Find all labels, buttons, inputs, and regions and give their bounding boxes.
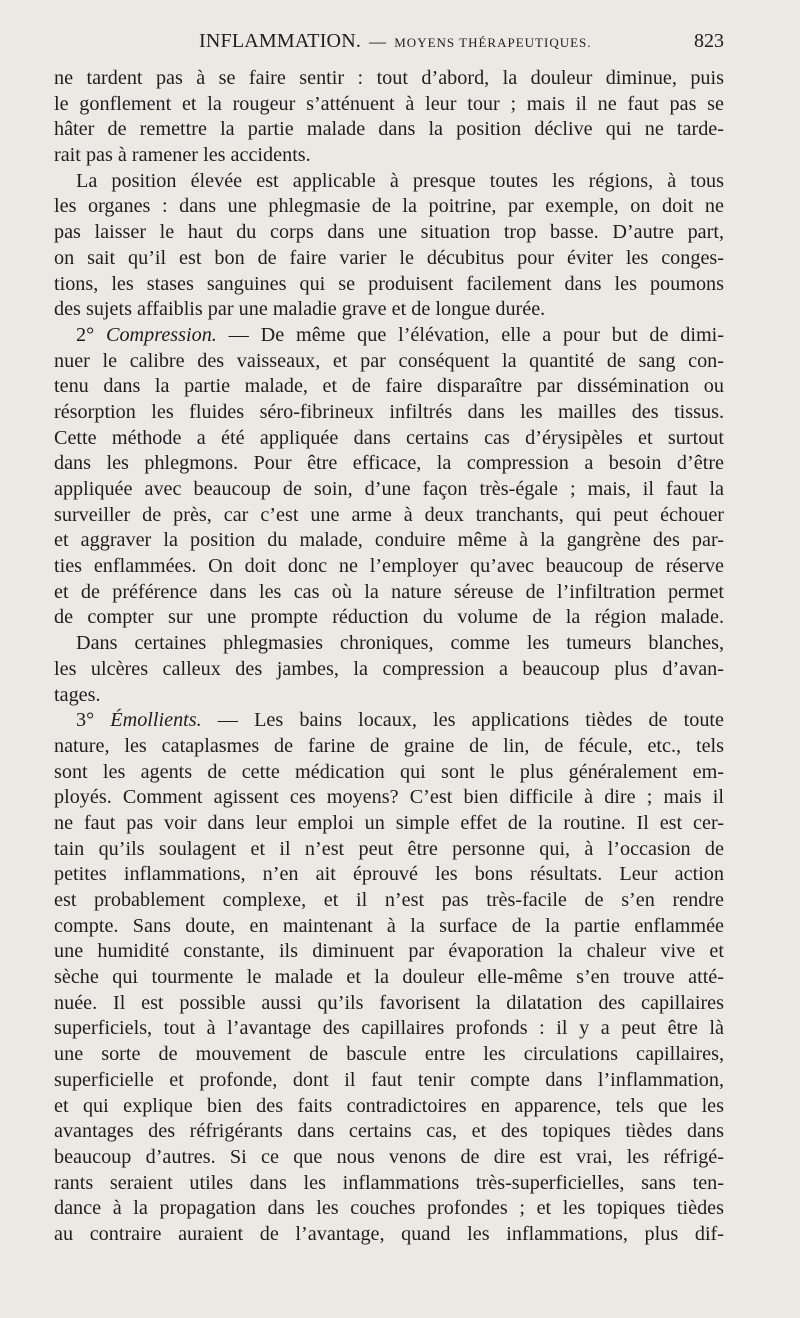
text-line: tages. <box>54 683 101 706</box>
text-line: beaucoup d’autres. Si ce que nous venons de dire est vrai, les réfrigé- <box>54 1145 724 1168</box>
text-line: ties enflammées. On doit donc ne l’employer qu’avec beaucoup de réserve <box>54 555 724 578</box>
running-title <box>199 30 592 53</box>
text-line: dans les phlegmons. Pour être efficace, la compression a besoin d’être <box>54 452 724 475</box>
text-line: et de préférence dans les cas où la nature séreuse de l’infiltration permet <box>54 580 724 603</box>
text-line: tions, les stases sanguines qui se produisent facilement dans les poumons <box>54 272 724 295</box>
text-line: petites inflammations, n’en ait éprouvé les bons résultats. Leur action <box>54 863 724 886</box>
text-line: tain qu’ils soulagent et il n’est peut être personne qui, à l’occasion de <box>54 837 724 860</box>
text-line-emollients-heading <box>54 708 724 734</box>
text-line: dance à la propagation dans les couches profondes ; et les topiques tièdes <box>54 1197 724 1220</box>
text-line: le gonflement et la rougeur s’atténuent à leur tour ; mais il ne faut pas se <box>54 92 724 115</box>
text-line: pas laisser le haut du corps dans une situation trop basse. D’autre part, <box>54 221 724 244</box>
text-line: appliquée avec beaucoup de soin, d’une façon très-égale ; mais, il faut la <box>54 478 724 500</box>
running-title-subtitle: MOYENS THÉRAPEUTIQUES. <box>394 35 592 50</box>
section-number: 3° <box>76 709 111 732</box>
text-line: ne tardent pas à se faire sentir : tout d’abord, la douleur diminue, puis <box>54 67 724 89</box>
text-line: une sorte de mouvement de bascule entre les circulations capillaires, <box>54 1043 724 1066</box>
body-text <box>54 66 724 1248</box>
running-title-main: INFLAMMATION. <box>199 30 362 52</box>
line-rest: — Les bains locaux, les applications tièdes de toute <box>201 709 724 732</box>
text-line: résorption les fluides séro-fibrineux infiltrés dans les mailles des tissus. <box>54 400 724 423</box>
text-line: rait pas à ramener les accidents. <box>54 144 311 167</box>
text-line: tenu dans la partie malade, et de faire disparaître par dissémination ou <box>54 375 724 398</box>
section-title-emollients: Émollients. <box>110 709 202 732</box>
text-line: Cette méthode a été appliquée dans certains cas d’érysipèles et surtout <box>54 426 724 449</box>
text-line: est probablement complexe, et il n’est pas très-facile de s’en rendre <box>54 889 724 911</box>
text-line: avantages des réfrigérants dans certains cas, et des topiques tièdes dans <box>54 1120 724 1143</box>
running-title-separator: — <box>369 32 387 51</box>
text-line: des sujets affaiblis par une maladie grave et de longue durée. <box>54 298 546 321</box>
text-line: les organes : dans une phlegmasie de la poitrine, par exemple, on doit ne <box>54 195 724 218</box>
section-title-compression: Compression. <box>105 323 217 346</box>
text-line: La position élevée est applicable à presque toutes les régions, à tous <box>76 169 724 192</box>
line-rest: — De même que l’élévation, elle a pour but de dimi- <box>216 323 724 346</box>
text-line: ne faut pas voir dans leur emploi un simple effet de la routine. Il est cer- <box>54 811 724 834</box>
text-line: au contraire auraient de l’avantage, quand les inflammations, plus dif- <box>54 1222 724 1245</box>
text-line: surveiller de près, car c’est une arme à deux tranchants, qui peut échouer <box>54 503 724 526</box>
text-line: sèche qui tourmente le malade et la douleur elle-même s’en trouve atté- <box>54 966 724 989</box>
text-line: nuée. Il est possible aussi qu’ils favorisent la dilatation des capillaires <box>54 991 724 1014</box>
text-line: rants seraient utiles dans les inflammations très-superficielles, sans ten- <box>54 1171 724 1194</box>
text-line: et qui explique bien des faits contradictoires en apparence, tels que les <box>54 1094 724 1117</box>
section-number: 2° <box>76 323 106 346</box>
text-line: on sait qu’il est bon de faire varier le décubitus pour éviter les conges- <box>54 246 724 269</box>
text-line: Dans certaines phlegmasies chroniques, comme les tumeurs blanches, <box>76 632 724 655</box>
page-number: 823 <box>694 30 724 52</box>
text-line: les ulcères calleux des jambes, la compression a beaucoup plus d’avan- <box>54 657 724 680</box>
text-line: et aggraver la position du malade, conduire même à la gangrène des par- <box>54 529 724 552</box>
text-line: superficiels, tout à l’avantage des capillaires profonds : il y a peut être là <box>54 1017 724 1040</box>
text-line: nature, les cataplasmes de farine de graine de lin, de fécule, etc., tels <box>54 734 724 757</box>
page-header <box>54 30 724 58</box>
text-line: nuer le calibre des vaisseaux, et par conséquent la quantité de sang con- <box>54 349 724 372</box>
text-line: une humidité constante, ils diminuent par évaporation la chaleur vive et <box>54 940 724 963</box>
text-line: superficielle et profonde, dont il faut tenir compte dans l’inflammation, <box>54 1068 724 1091</box>
text-line: de compter sur une prompte réduction du volume de la région malade. <box>54 606 724 629</box>
text-line: ployés. Comment agissent ces moyens? C’est bien difficile à dire ; mais il <box>54 786 724 809</box>
text-line: sont les agents de cette médication qui sont le plus généralement em- <box>54 760 724 783</box>
text-line: compte. Sans doute, en maintenant à la surface de la partie enflammée <box>54 914 724 937</box>
text-line: hâter de remettre la partie malade dans la position déclive qui ne tarde- <box>54 118 724 141</box>
text-line-compression-heading <box>54 323 724 349</box>
